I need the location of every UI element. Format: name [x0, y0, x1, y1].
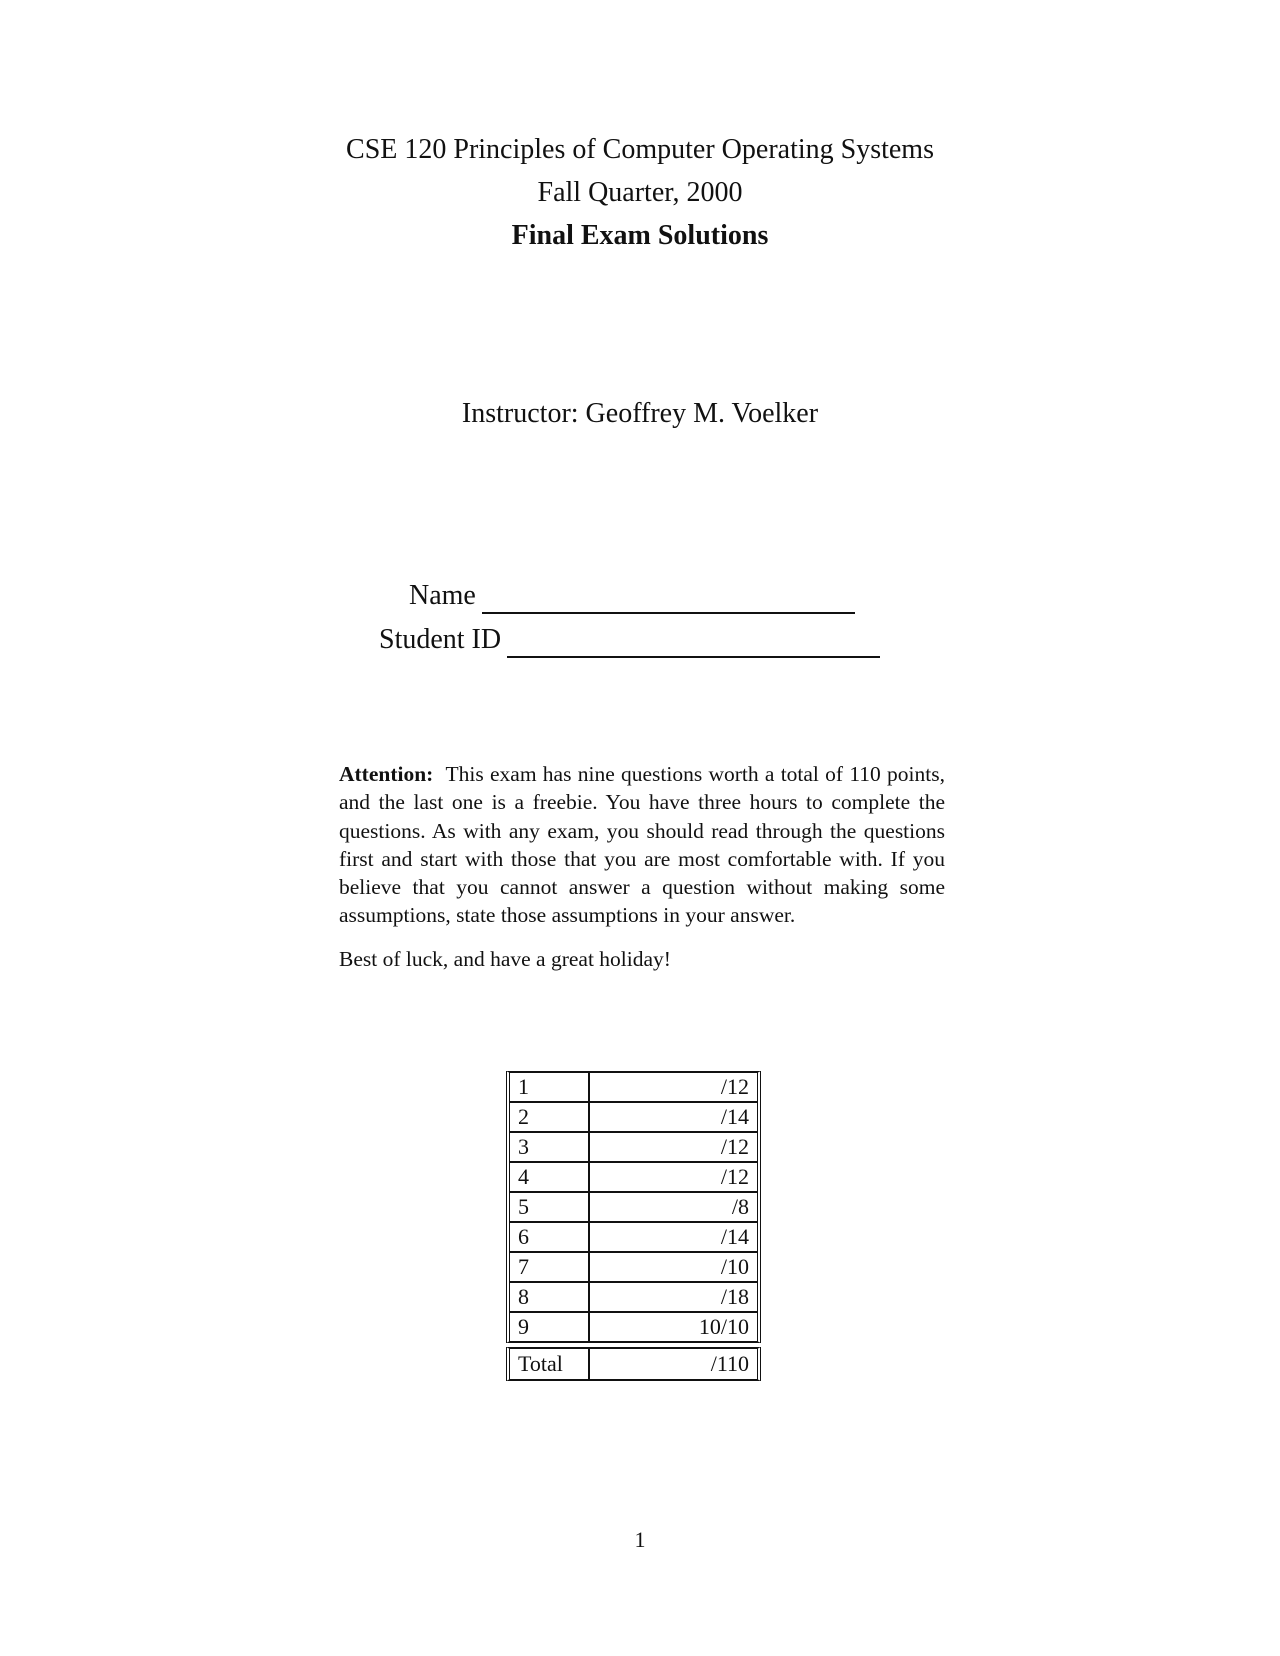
document-subtitle: Final Exam Solutions — [511, 220, 769, 251]
table-row — [510, 1162, 757, 1192]
table-row — [510, 1073, 757, 1102]
table-row — [510, 1312, 757, 1341]
score-table — [506, 1071, 761, 1381]
instructor-line: Instructor: Geoffrey M. Voelker — [461, 398, 819, 429]
table-row — [510, 1192, 757, 1222]
question-score: /8 — [589, 1192, 757, 1222]
total-label: Total — [510, 1349, 589, 1379]
question-score: 10/10 — [698, 1314, 749, 1339]
question-score: /14 — [589, 1102, 757, 1132]
question-number: 7 — [510, 1252, 589, 1282]
attention-paragraph — [339, 760, 945, 930]
question-score: /12 — [589, 1132, 757, 1162]
table-row — [510, 1222, 757, 1252]
student-id-blank-line — [507, 628, 880, 658]
question-number: 6 — [510, 1222, 589, 1252]
table-row — [510, 1132, 757, 1162]
attention-label: Attention: — [339, 762, 434, 786]
question-score: /12 — [589, 1162, 757, 1192]
score-table-body — [506, 1071, 761, 1343]
name-blank-line — [482, 584, 855, 614]
name-label: Name — [409, 580, 476, 611]
question-number: 4 — [510, 1162, 589, 1192]
question-number: 9 — [510, 1312, 589, 1341]
table-row — [510, 1252, 757, 1282]
question-number: 3 — [510, 1132, 589, 1162]
question-score: /12 — [589, 1073, 757, 1102]
student-id-field — [379, 622, 880, 658]
total-row — [510, 1349, 757, 1379]
question-score: /10 — [589, 1252, 757, 1282]
question-number: 8 — [510, 1282, 589, 1312]
student-id-label: Student ID — [379, 624, 502, 655]
term-label: Fall Quarter, 2000 — [537, 177, 743, 208]
course-title: CSE 120 Principles of Computer Operating Systems — [346, 134, 934, 165]
name-field — [409, 578, 855, 614]
question-number: 2 — [510, 1102, 589, 1132]
table-row — [510, 1282, 757, 1312]
question-number: 5 — [510, 1192, 589, 1222]
closing-text: Best of luck, and have a great holiday! — [339, 947, 671, 971]
attention-text: This exam has nine questions worth a total of 110 points, and the last one is a freebie. You have three hours to complete the questions. As with any exam, you should read through the questions first and start with those that you are most comfortable with. If you believe that you cannot answer a question without making some assumptions, state those assumptions in your answer. — [339, 762, 945, 928]
total-score: /110 — [710, 1351, 749, 1376]
score-table-total — [506, 1347, 761, 1381]
table-row — [510, 1102, 757, 1132]
question-score: /14 — [589, 1222, 757, 1252]
question-score: /18 — [589, 1282, 757, 1312]
page-number: 1 — [634, 1527, 646, 1552]
question-number: 1 — [510, 1073, 589, 1102]
